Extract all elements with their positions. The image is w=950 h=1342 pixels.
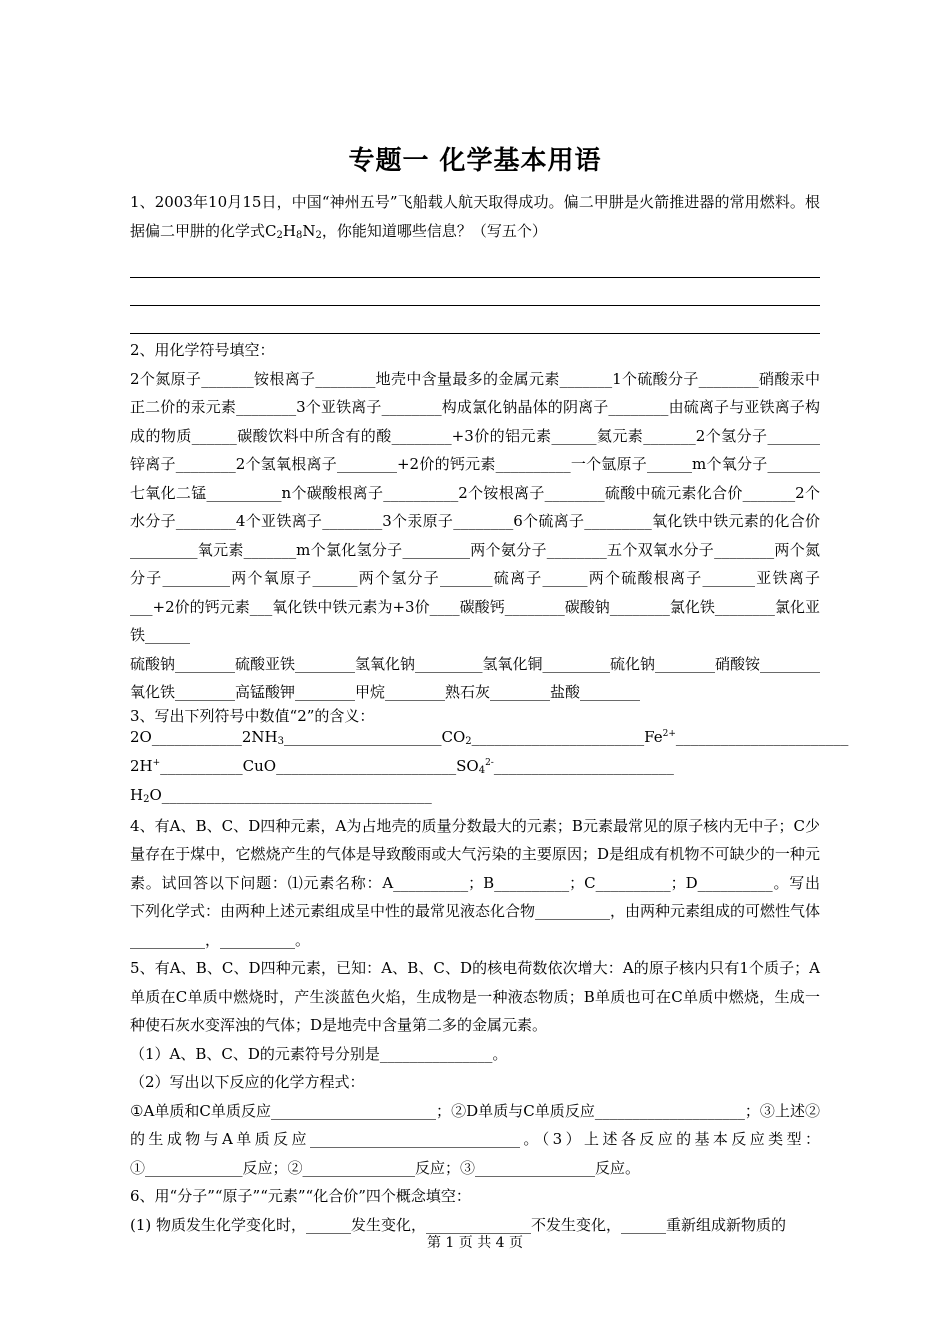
answer-line[interactable] bbox=[130, 278, 820, 306]
q3-text: ___________CuO________________________SO bbox=[160, 756, 479, 775]
subscript: 3 bbox=[277, 735, 284, 747]
q3-text: 2H bbox=[130, 756, 153, 775]
question-5-part-3: ①A单质和C单质反应______________________；②D单质与C单质反应____________________；③上述②的生成物与A单质反应____________________________。（3）上述各反应的基本反应类型：①_____________反应；②_______________反应；③________________反应。 bbox=[130, 1101, 820, 1177]
q3-text: ________________________ bbox=[493, 756, 674, 775]
question-3-line-1 bbox=[130, 725, 849, 751]
subscript: 2 bbox=[315, 229, 322, 241]
question-2-body-2: 硫酸钠________硫酸亚铁________氢氧化钠_________氢氧化铜_________硫化钠________硝酸铵________氧化铁________高锰酸钾________甲烷________熟石灰________盐酸________ bbox=[130, 654, 821, 701]
q3-text: _______________________Fe bbox=[471, 727, 663, 746]
question-3-line-3 bbox=[130, 783, 820, 812]
question-4: 4、有A、B、C、D四种元素，A为占地壳的质量分数最大的元素；B元素最常见的原子核内无中子；C少量存在于煤中，它燃烧产生的气体是导致酸雨或大气污染的主要原因；D是组成有机物不可缺少的一种元素。试回答以下问题：⑴元素名称：A__________；B__________；C__________；D__________。写出下列化学式：由两种上述元素组成呈中性的最常见液态化合物__________，由两种元素组成的可燃性气体__________，__________。 bbox=[130, 816, 821, 949]
question-5-intro: 5、有A、B、C、D四种元素，已知：A、B、C、D的核电荷数依次增大：A的原子核内只有1个质子；A单质在C单质中燃烧时，产生淡蓝色火焰，生成物是一种液态物质；B单质也可在C单质中燃烧，生成一种使石灰水变浑浊的气体；D是地壳中含量第二多的金属元素。 bbox=[130, 959, 820, 1034]
page-title: 专题一 化学基本用语 bbox=[348, 146, 602, 176]
q1-formula-part: H bbox=[282, 221, 296, 240]
question-3-line-2 bbox=[130, 751, 820, 783]
answer-lines bbox=[130, 250, 820, 334]
question-5-part-2: （2）写出以下反应的化学方程式： bbox=[130, 1073, 365, 1091]
question-5-part-1: （1）A、B、C、D的元素符号分别是_______________。 bbox=[130, 1044, 508, 1063]
superscript: 2+ bbox=[662, 728, 676, 739]
q3-text: 2O____________2NH bbox=[130, 727, 278, 746]
subscript: 4 bbox=[478, 764, 486, 776]
q3-text: O____________________________________ bbox=[149, 785, 432, 804]
question-6-part-1: (1) 物质发生化学变化时，______发生变化，______________不发生变化，______重新组成新物质的 bbox=[130, 1215, 787, 1234]
subscript: 2 bbox=[143, 793, 150, 805]
document-body bbox=[130, 188, 849, 1239]
q3-text: _______________________ bbox=[675, 727, 849, 746]
answer-line[interactable] bbox=[130, 250, 820, 278]
subscript: 8 bbox=[295, 229, 303, 241]
answer-line[interactable] bbox=[130, 306, 820, 334]
subscript: 2 bbox=[276, 229, 283, 241]
superscript: + bbox=[152, 757, 161, 768]
question-2-body: 2个氮原子_______铵根离子________地壳中含量最多的金属元素_______1个硫酸分子________硝酸汞中正二价的汞元素________3个亚铁离子________构成氯化钠晶体的阴离子________由硫离子与亚铁离子构成的物质______碳酸饮料中所含有的酸________+3价的铝元素______氦元素_______2个氢分子_______锌离子________2个氢氧根离子________+2价的钙元素__________一个氩原子______m个氧分子_______七氧化二锰__________n个碳酸根离子__________2个铵根离子________硫酸中硫元素化合价_______2个水分子________4个亚铁离子________3个汞原子________6个硫离子_________氧化铁中铁元素的化合价_________氧元素_______m个氯化氢分子_________两个氨分子________五个双氧水分子________两个氮分子_________两个氧原子______两个氢分子_______硫离子______两个硫酸根离子_______亚铁离子___+2价的钙元素___氧化铁中铁元素为+3价____碳酸钙________碳酸钠________氯化铁________氯化亚铁______ bbox=[130, 369, 820, 644]
subscript: 2 bbox=[465, 735, 472, 747]
superscript: 2- bbox=[485, 757, 494, 768]
question-6-heading: 6、用“分子”“原子”“元素”“化合价”四个概念填空： bbox=[130, 1187, 471, 1205]
question-3-heading: 3、写出下列符号中数值“2”的含义： bbox=[130, 706, 375, 725]
page-footer: 第 1 页 共 4 页 bbox=[426, 1235, 524, 1251]
q3-text: _____________________CO bbox=[283, 727, 466, 746]
q1-text: 1、2003年10月15日，中国“神州五号”飞船载人航天取得成功。偏二甲肼是火箭推进器的常用燃料。根据偏二甲肼的化学式C bbox=[130, 193, 820, 240]
question-1 bbox=[130, 188, 820, 250]
q1-text-end: ，你能知道哪些信息？（写五个） bbox=[321, 221, 547, 240]
question-2-heading: 2、用化学符号填空： bbox=[130, 341, 275, 359]
q3-text: H bbox=[130, 785, 144, 804]
q1-formula-part: N bbox=[302, 221, 316, 240]
